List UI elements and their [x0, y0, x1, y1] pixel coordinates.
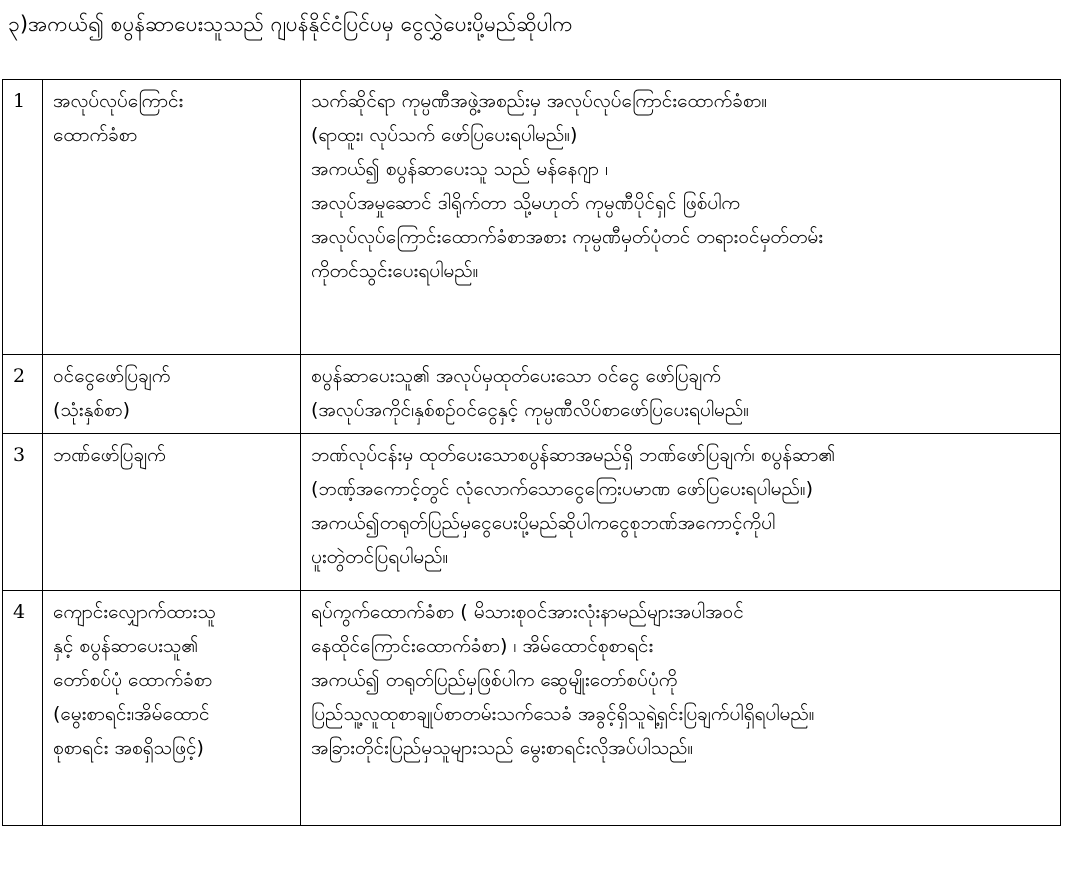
table-row	[3, 434, 1061, 591]
document-name-line: နှင့် စပွန်ဆာပေးသူ၏	[53, 635, 199, 657]
row-number: 2	[3, 355, 43, 434]
description-line: အလုပ်အမှုဆောင် ဒါရိုက်တာ သို့မဟုတ် ကုမ္ပဏီပိုင်ရှင် ဖြစ်ပါက	[311, 192, 741, 214]
document-description	[301, 355, 1061, 434]
requirements-table	[2, 79, 1061, 826]
document-name-line: (မွေးစာရင်း၊အိမ်ထောင်	[53, 703, 210, 725]
table-row	[3, 591, 1061, 826]
document-name	[43, 591, 301, 826]
description-line: အလုပ်လုပ်ကြောင်းထောက်ခံစာအစား ကုမ္ပဏီမှတ်ပုံတင် တရားဝင်မှတ်တမ်း	[311, 226, 824, 248]
description-line: သက်ဆိုင်ရာ ကုမ္ပဏီအဖွဲ့အစည်းမှ အလုပ်လုပ်ကြောင်းထောက်ခံစာ။	[311, 90, 768, 112]
row-number: 3	[3, 434, 43, 591]
description-line: ပူးတွဲတင်ပြရပါမည်။	[311, 546, 449, 568]
table-row	[3, 80, 1061, 355]
description-line: အကယ်၍ တရုတ်ပြည်မှဖြစ်ပါက ဆွေမျိုးတော်စပ်ပုံကို	[311, 669, 678, 691]
table-row	[3, 355, 1061, 434]
description-line: နေထိုင်ကြောင်းထောက်ခံစာ) ၊ အိမ်ထောင်စုစာရင်း	[311, 635, 654, 657]
document-name	[43, 355, 301, 434]
description-line: ရပ်ကွက်ထောက်ခံစာ ( မိသားစုဝင်အားလုံးနာမည်များအပါအဝင်	[311, 601, 744, 623]
description-line: (ရာထူး၊ လုပ်သက် ဖော်ပြပေးရပါမည်။)	[311, 124, 578, 146]
document-name-line: ကျောင်းလျှောက်ထားသူ	[53, 601, 216, 623]
description-line: အကယ်၍တရုတ်ပြည်မှငွေပေးပို့မည်ဆိုပါကငွေစုဘဏ်အကောင့်ကိုပါ	[311, 512, 776, 534]
document-description	[301, 591, 1061, 826]
description-line: (ဘဏ့်အကောင့်တွင် လုံလောက်သောငွေကြေးပမာဏ ဖော်ပြပေးရပါမည်။)	[311, 478, 813, 500]
document-name-line: အလုပ်လုပ်ကြောင်း	[53, 90, 184, 112]
document-name	[43, 434, 301, 591]
document-description	[301, 434, 1061, 591]
description-line: အခြားတိုင်းပြည်မှသူများသည် မွေးစာရင်းလိုအပ်ပါသည်။	[311, 737, 694, 759]
document-name-line: စုစာရင်း အစရှိသဖြင့်)	[53, 737, 204, 759]
description-line: (အလုပ်အကိုင်၊နှစ်စဉ်ဝင်ငွေနှင့် ကုမ္ပဏီလိပ်စာဖော်ပြပေးရပါမည်။	[311, 399, 750, 421]
row-number: 4	[3, 591, 43, 826]
document-name-line: (သုံးနှစ်စာ)	[53, 399, 131, 421]
description-line: စပွန်ဆာပေးသူ၏ အလုပ်မှထုတ်ပေးသော ဝင်ငွေ ဖော်ပြချက်	[311, 365, 721, 387]
description-line: ကိုတင်သွင်းပေးရပါမည်။	[311, 260, 479, 282]
document-name-line: တော်စပ်ပုံ ထောက်ခံစာ	[53, 669, 213, 691]
document-description	[301, 80, 1061, 355]
page-heading: ၃)အကယ်၍ စပွန်ဆာပေးသူသည် ဂျပန်နိုင်ငံပြင်ပမှ ငွေလွှဲပေးပို့မည်ဆိုပါက	[8, 12, 573, 36]
document-name-line: ဘဏ်ဖော်ပြချက်	[53, 444, 166, 466]
document-name-line: ဝင်ငွေဖော်ပြချက်	[53, 365, 171, 387]
document-name-line: ထောက်ခံစာ	[53, 124, 138, 146]
description-line: ပြည်သူ့လူထုစာချုပ်စာတမ်းသက်သေခံ အခွင့်ရှိသူရဲ့ရှင်းပြချက်ပါရှိရပါမည်။	[311, 703, 815, 725]
row-number: 1	[3, 80, 43, 355]
description-line: အကယ်၍ စပွန်ဆာပေးသူ သည် မန်နေဂျာ ၊	[311, 158, 608, 180]
document-name	[43, 80, 301, 355]
description-line: ဘဏ်လုပ်ငန်းမှ ထုတ်ပေးသောစပွန်ဆာအမည်ရှိ ဘဏ်ဖော်ပြချက်၊ စပွန်ဆာ၏	[311, 444, 836, 466]
